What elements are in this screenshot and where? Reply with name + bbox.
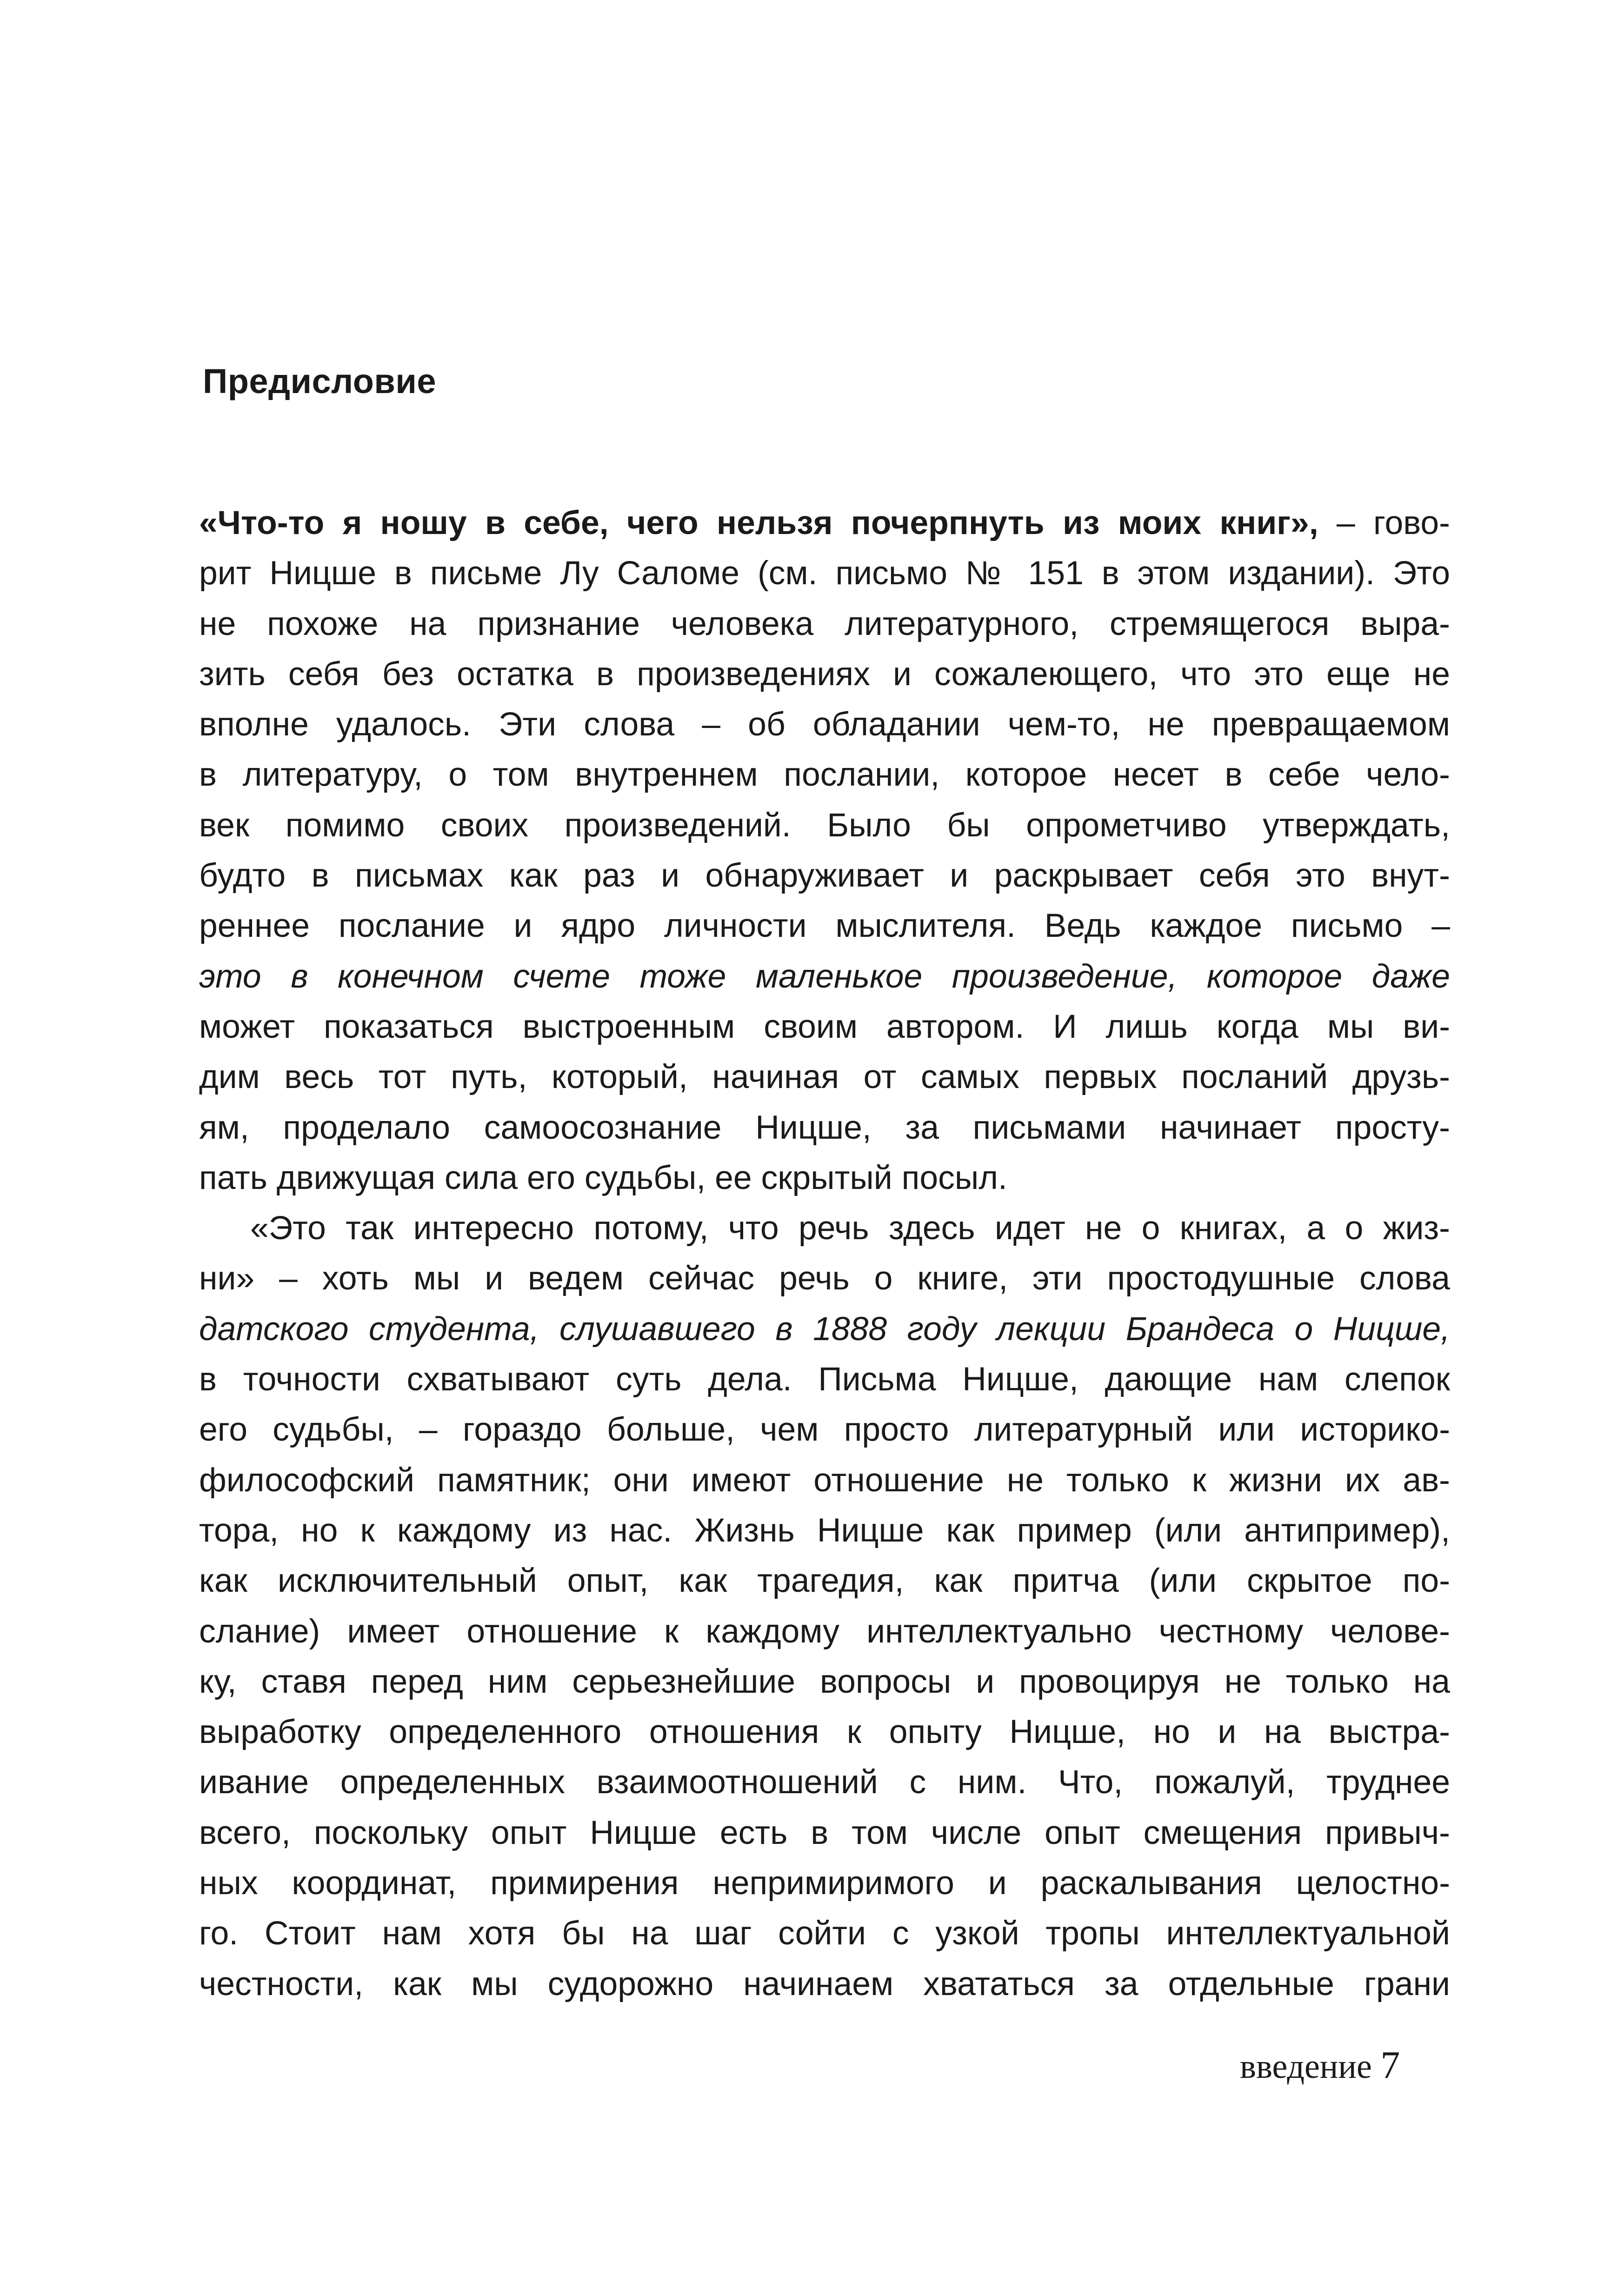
text-run: ных координат, примирения непримиримого и раскалывания целостно-	[199, 1864, 1450, 1902]
text-run: пать движущая сила его судьбы, ее скрытый посыл.	[199, 1159, 1007, 1196]
text-run: реннее послание и ядро личности мыслителя. Ведь каждое письмо –	[199, 907, 1450, 945]
text-line	[199, 1707, 1450, 1757]
text-run: как исключительный опыт, как трагедия, как притча (или скрытое по-	[199, 1562, 1450, 1600]
text-line	[199, 1455, 1450, 1505]
text-line	[199, 649, 1450, 699]
text-line	[199, 800, 1450, 850]
text-run: – гово-	[1318, 504, 1450, 541]
text-line	[199, 1555, 1450, 1606]
text-line	[199, 1404, 1450, 1455]
text-line	[199, 1354, 1450, 1404]
text-line	[199, 1858, 1450, 1908]
text-line	[199, 1153, 1450, 1203]
text-line	[199, 1908, 1450, 1958]
text-run: честности, как мы судорожно начинаем хвататься за отдельные грани	[199, 1965, 1450, 2003]
text-line	[199, 1304, 1450, 1354]
text-run: датского студента, слушавшего в 1888 году лекции Брандеса о Ницше,	[199, 1310, 1450, 1348]
text-line	[199, 850, 1450, 901]
page-number: 7	[1380, 2043, 1400, 2087]
text-line	[199, 699, 1450, 749]
text-line	[199, 498, 1450, 548]
text-run: ям, проделало самоосознание Ницше, за письмами начинает просту-	[199, 1108, 1450, 1146]
text-line	[199, 1001, 1450, 1052]
text-run: «Что-то я ношу в себе, чего нельзя почерпнуть из моих книг»,	[199, 504, 1318, 541]
text-run: дим весь тот путь, который, начиная от самых первых посланий друзь-	[199, 1058, 1450, 1096]
text-line	[199, 749, 1450, 800]
text-run: всего, поскольку опыт Ницше есть в том числе опыт смещения привыч-	[199, 1814, 1450, 1851]
text-run: вполне удалось. Эти слова – об обладании чем-то, не превращаемом	[199, 706, 1450, 743]
footer-section-label: введение	[1240, 2048, 1372, 2086]
text-run: это в конечном счете тоже маленькое произведение, которое даже	[199, 957, 1450, 995]
text-run: в точности схватывают суть дела. Письма Ницше, дающие нам слепок	[199, 1361, 1450, 1398]
text-line	[199, 1606, 1450, 1656]
text-run: слание) имеет отношение к каждому интеллектуально честному челове-	[199, 1612, 1450, 1650]
text-line	[199, 1808, 1450, 1858]
text-run: философский памятник; они имеют отношение не только к жизни их ав-	[199, 1461, 1450, 1499]
text-run: го. Стоит нам хотя бы на шаг сойти с узкой тропы интеллектуальной	[199, 1915, 1450, 1952]
text-line	[199, 1203, 1450, 1253]
text-run: ку, ставя перед ним серьезнейшие вопросы и провоцируя не только на	[199, 1662, 1450, 1700]
text-run: век помимо своих произведений. Было бы опрометчиво утверждать,	[199, 806, 1450, 844]
chapter-heading: Предисловие	[203, 362, 437, 401]
text-run: не похоже на признание человека литературного, стремящегося выра-	[199, 605, 1450, 642]
text-line	[199, 1757, 1450, 1807]
text-run: его судьбы, – гораздо больше, чем просто литературный или историко-	[199, 1411, 1450, 1449]
text-line	[199, 1656, 1450, 1707]
text-line	[199, 1052, 1450, 1102]
text-line	[199, 901, 1450, 951]
text-run: тора, но к каждому из нас. Жизнь Ницше как пример (или антипример),	[199, 1511, 1450, 1549]
text-line	[199, 1959, 1450, 2009]
text-run: в литературу, о том внутреннем послании, которое несет в себе чело-	[199, 756, 1450, 794]
text-line	[199, 1102, 1450, 1153]
body-text	[199, 498, 1450, 2009]
text-run: ни» – хоть мы и ведем сейчас речь о книге, эти простодушные слова	[199, 1260, 1450, 1297]
text-run: будто в письмах как раз и обнаруживает и раскрывает себя это внут-	[199, 857, 1450, 895]
text-run: «Это так интересно потому, что речь здесь идет не о книгах, а о жиз-	[250, 1209, 1450, 1247]
text-run: ивание определенных взаимоотношений с ним. Что, пожалуй, труднее	[199, 1763, 1450, 1801]
text-run: может показаться выстроенным своим автором. И лишь когда мы ви-	[199, 1008, 1450, 1045]
text-run: зить себя без остатка в произведениях и сожалеющего, что это еще не	[199, 655, 1450, 693]
text-line	[199, 548, 1450, 598]
text-run: рит Ницше в письме Лу Саломе (см. письмо № 151 в этом издании). Это	[199, 554, 1450, 592]
page-footer	[1240, 2042, 1400, 2090]
text-line	[199, 1505, 1450, 1555]
text-line	[199, 599, 1450, 649]
text-line	[199, 951, 1450, 1001]
text-run: выработку определенного отношения к опыту Ницше, но и на выстра-	[199, 1713, 1450, 1751]
text-line	[199, 1253, 1450, 1303]
